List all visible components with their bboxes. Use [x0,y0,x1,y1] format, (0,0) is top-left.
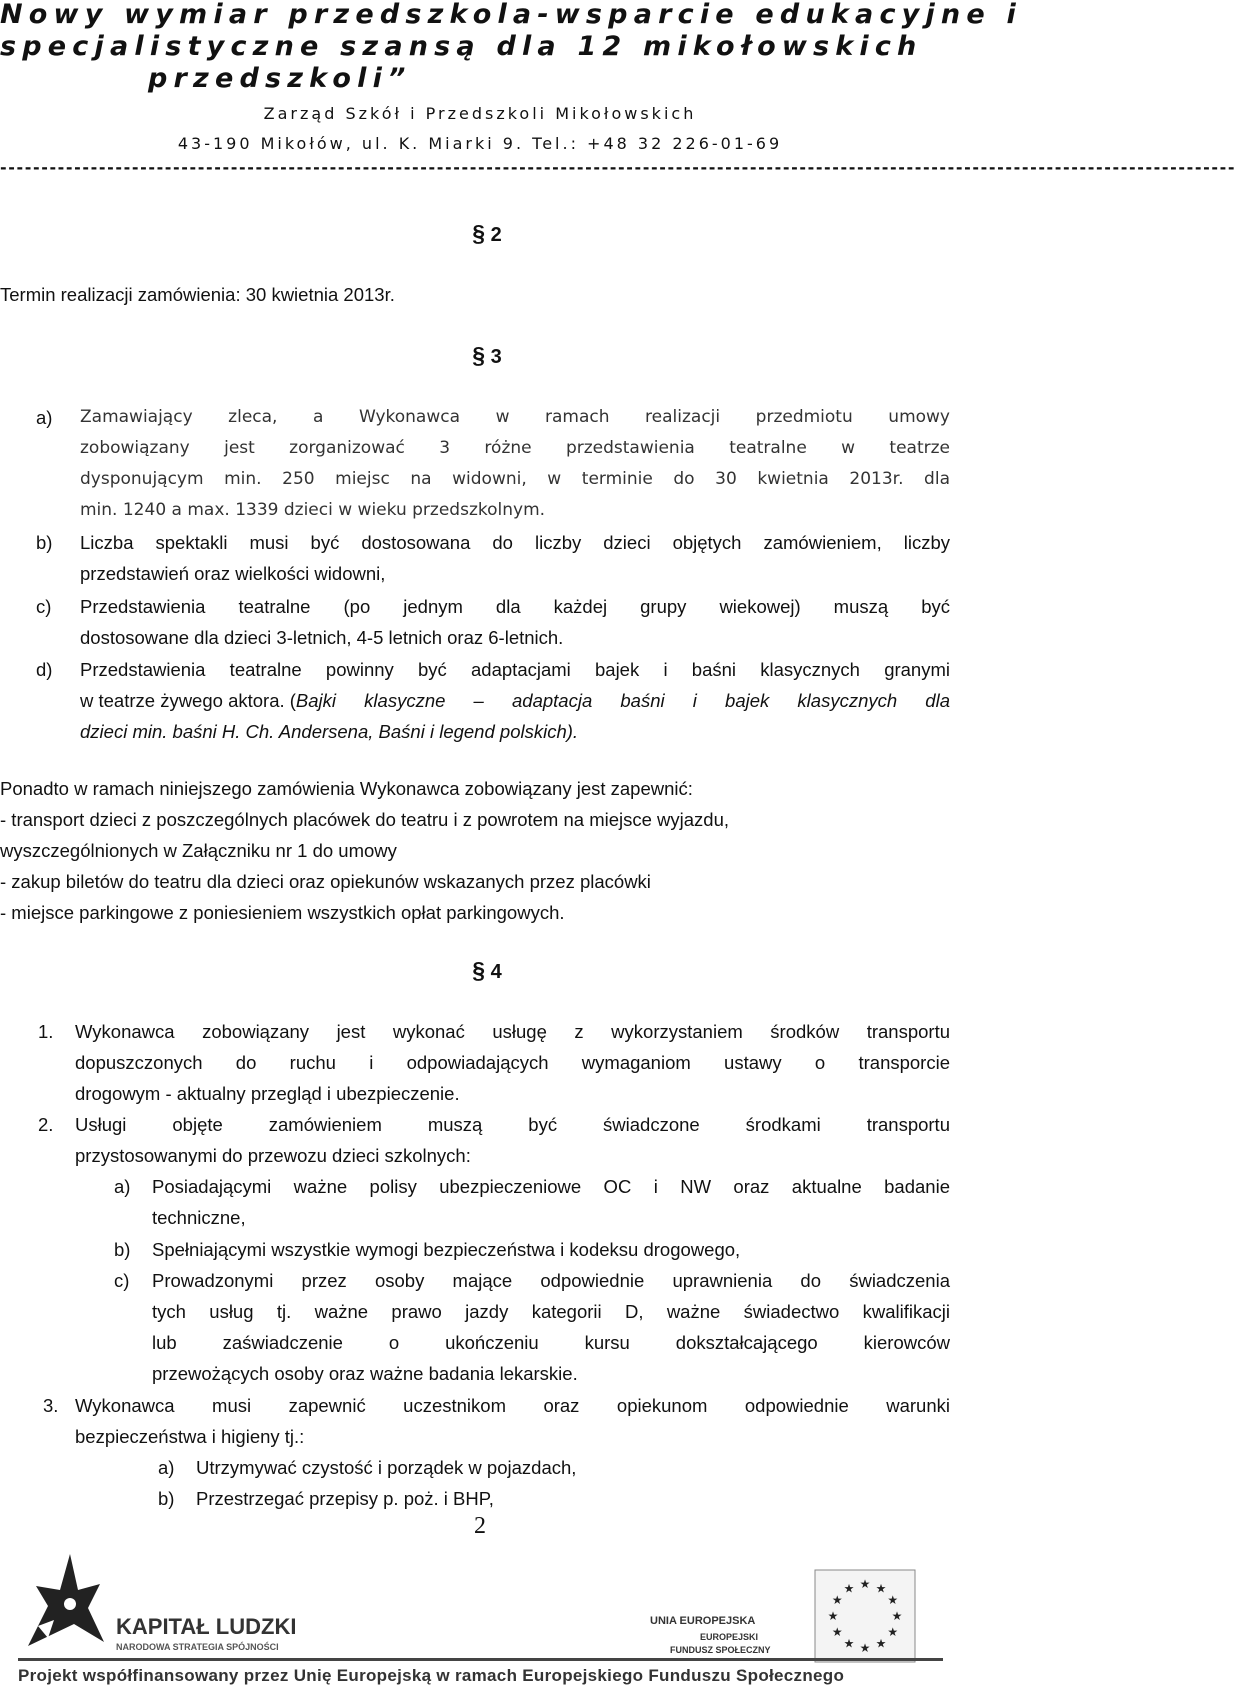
section-2-heading [0,220,960,247]
list-item-line: Wykonawca musi zapewnić uczestnikom oraz opiekunom odpowiednie warunki [75,1395,950,1416]
paragraph-line: - zakup biletów do teatru dla dzieci oraz opiekunów wskazanych przez placówki [0,871,651,892]
list-item-line: drogowym - aktualny przegląd i ubezpieczenie. [75,1083,460,1104]
list-item-line: Przedstawienia teatralne powinny być adaptacjami bajek i baśni klasycznych granymi [80,659,950,680]
eu-star-icon: ★ [843,1636,855,1651]
section-number: 3 [490,346,502,368]
sublist-item-line: Prowadzonymi przez osoby mające odpowiednie uprawnienia do świadczenia [152,1270,950,1291]
list-item-text-italic: Bajki klasyczne – adaptacja baśni i bajek klasycznych dla [295,690,950,711]
sublist-item-line: Przestrzegać przepisy p. poż. i BHP, [196,1488,494,1509]
sublist-label: c) [114,1270,130,1291]
paragraph-line: wyszczególnionych w Załączniku nr 1 do umowy [0,840,397,861]
list-label: b) [36,532,53,553]
paragraph-line: - transport dzieci z poszczególnych placówek do teatru i z powrotem na miejsce wyjazdu, [0,809,730,830]
sublist-item-line: techniczne, [152,1207,246,1228]
eu-star-icon: ★ [859,1641,871,1655]
deadline-text: Termin realizacji zamówienia: 30 kwietnia 2013r. [0,284,395,305]
footer-logos [0,1540,960,1660]
footer-rule [18,1658,943,1661]
paragraph-line: Ponadto w ramach niniejszego zamówienia Wykonawca zobowiązany jest zapewnić: [0,778,693,799]
sublist-item-line: Posiadającymi ważne polisy ubezpieczeniowe OC i NW oraz aktualne badanie [152,1176,950,1197]
paragraph-sign: § [472,342,486,368]
sublist-label: a) [158,1457,175,1478]
list-label: a) [36,407,53,428]
kapital-ludzki-text: KAPITAŁ LUDZKI [116,1614,297,1639]
list-item-line: dysponującym min. 250 miejsc na widowni, w terminie do 30 kwietnia 2013r. dla [80,469,950,489]
eu-star-icon: ★ [891,1609,903,1623]
list-item-line: dopuszczonych do ruchu i odpowiadających wymaganiom ustawy o transporcie [75,1052,950,1073]
sublist-item-line: lub zaświadczenie o ukończeniu kursu dokształcającego kierowców [152,1332,950,1353]
section-number: 2 [490,224,502,246]
list-item-line: Usługi objęte zamówieniem muszą być świadczone środkami transportu [75,1114,950,1135]
list-item-text: w teatrze żywego aktora. ( [80,690,296,711]
eu-star-icon: ★ [887,1593,899,1607]
sublist-label: b) [114,1239,131,1260]
sublist-item-line: Spełniającymi wszystkie wymogi bezpieczeństwa i kodeksu drogowego, [152,1239,741,1260]
list-item-line: min. 1240 a max. 1339 dzieci w wieku przedszkolnym. [80,500,546,520]
paragraph-line: - miejsce parkingowe z poniesieniem wszystkich opłat parkingowych. [0,902,565,923]
list-label: 3. [43,1395,59,1416]
eu-star-icon: ★ [843,1581,855,1596]
list-label: c) [36,596,52,617]
sublist-label: a) [114,1176,131,1197]
eu-star-icon: ★ [831,1593,843,1607]
eu-logo-line1: UNIA EUROPEJSKA [650,1615,756,1627]
sublist-item-line: przewożących osoby oraz ważne badania lekarskie. [152,1363,578,1384]
header-title-line3: przedszkoli” [148,63,412,94]
list-item-line: przedstawień oraz wielkości widowni, [80,563,386,584]
header-org: Zarząd Szkół i Przedszkoli Mikołowskich [263,104,697,123]
list-item-line: Zamawiający zleca, a Wykonawca w ramach realizacji przedmiotu umowy [80,407,950,427]
paragraph-sign: § [472,220,486,246]
list-label: 2. [38,1114,54,1135]
eu-star-icon: ★ [875,1581,887,1596]
paragraph-sign: § [472,957,486,983]
list-item-line: przystosowanymi do przewozu dzieci szkolnych: [75,1145,471,1166]
header-title-line1: Nowy wymiar przedszkola-wsparcie edukacyjne i [0,0,1022,30]
list-item-line: Liczba spektakli musi być dostosowana do liczby dzieci objętych zamówieniem, liczby [80,532,950,553]
kapital-ludzki-logo [18,1546,348,1656]
list-item-line: bezpieczeństwa i higieny tj.: [75,1426,305,1447]
header-address: 43-190 Mikołów, ul. K. Miarki 9. Tel.: +48 32 226-01-69 [177,134,783,153]
sublist-label: b) [158,1488,175,1509]
kapital-ludzki-emblem [28,1554,104,1646]
eu-logo [650,1560,930,1670]
section-number: 4 [490,961,502,983]
sublist-item-line: Utrzymywać czystość i porządek w pojazdach, [196,1457,577,1478]
list-item-line: Przedstawienia teatralne (po jednym dla każdej grupy wiekowej) muszą być [80,596,950,617]
sublist-item-line: tych usług tj. ważne prawo jazdy kategorii D, ważne świadectwo kwalifikacji [152,1301,950,1322]
list-item-line: Wykonawca zobowiązany jest wykonać usługę z wykorzystaniem środków transportu [75,1021,950,1042]
list-item-line: dostosowane dla dzieci 3-letnich, 4-5 letnich oraz 6-letnich. [80,627,564,648]
page-number: 2 [474,1513,486,1539]
list-label: 1. [38,1021,54,1042]
section-3-heading [0,342,960,369]
footer-funding-text: Projekt współfinansowany przez Unię Europejską w ramach Europejskiego Funduszu Społecznego [18,1666,845,1685]
list-label: d) [36,659,53,680]
kapital-ludzki-subtext: NARODOWA STRATEGIA SPÓJNOŚCI [116,1642,279,1652]
list-item-line [80,685,950,716]
eu-logo-line3: FUNDUSZ SPOŁECZNY [670,1645,771,1655]
eu-star-icon: ★ [887,1625,899,1639]
eu-logo-line2: EUROPEJSKI [700,1632,759,1642]
list-item-line: zobowiązany jest zorganizować 3 różne przedstawienia teatralne w teatrze [80,438,950,458]
eu-star-icon: ★ [831,1625,843,1639]
eu-star-icon: ★ [859,1577,871,1591]
header-divider: ------------------------------------------------------------------------------------------------------------------------------------------------------ [0,158,1236,177]
eu-star-icon: ★ [875,1636,887,1651]
section-4-heading [0,957,960,984]
eu-star-icon: ★ [827,1609,839,1623]
list-item-line: dzieci min. baśni H. Ch. Andersena, Baśni i legend polskich). [80,721,579,742]
header-title-line2: specjalistyczne szansą dla 12 mikołowskich [0,31,923,62]
